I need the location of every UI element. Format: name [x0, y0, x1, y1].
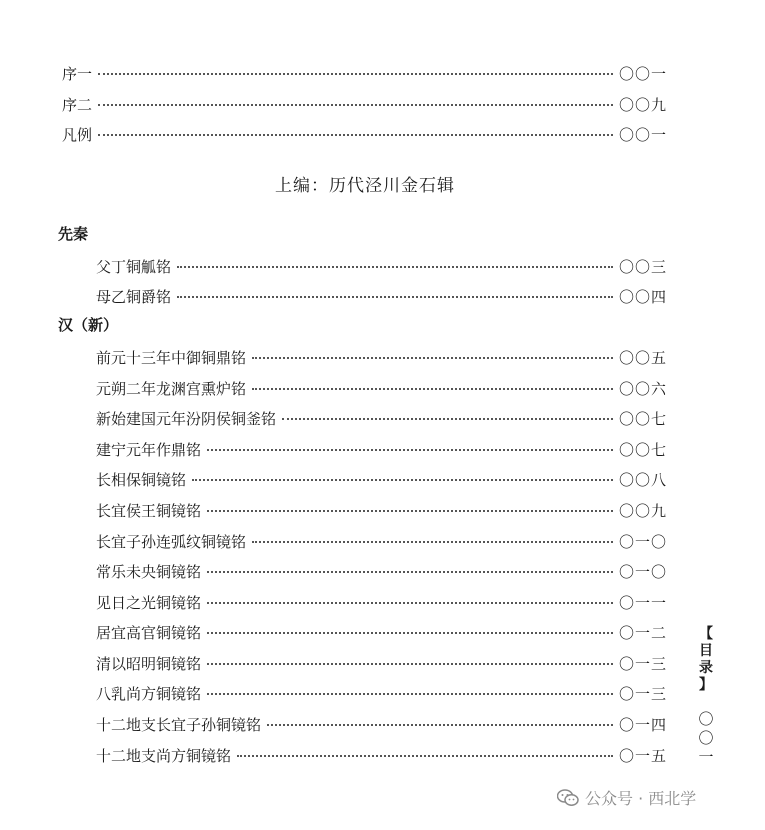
entry-title: 见日之光铜镜铭: [96, 593, 202, 612]
toc-entry[interactable]: [96, 498, 667, 522]
dot-leader: [252, 357, 613, 359]
entry-page: 〇〇九: [618, 95, 667, 114]
entry-page: 〇〇七: [618, 409, 667, 428]
dot-leader: [207, 449, 613, 451]
dot-leader: [192, 479, 613, 481]
dot-leader: [207, 510, 613, 512]
dot-leader: [207, 693, 613, 695]
entry-page: 〇〇八: [618, 470, 667, 489]
wechat-icon: [557, 789, 579, 807]
entry-title: 居宜高官铜镜铭: [96, 623, 202, 642]
toc-entry[interactable]: [96, 590, 667, 614]
entry-title: 建宁元年作鼎铭: [96, 440, 202, 459]
toc-entry[interactable]: [62, 92, 667, 116]
toc-entry[interactable]: [96, 284, 667, 308]
entry-page: 〇〇一: [618, 64, 667, 83]
entry-page: 〇〇四: [618, 287, 667, 306]
toc-entry[interactable]: [62, 61, 667, 85]
entry-page: 〇一四: [618, 715, 667, 734]
section-heading: 先秦: [58, 225, 89, 243]
entry-title: 母乙铜爵铭: [96, 287, 172, 306]
entry-page: 〇一〇: [618, 562, 667, 581]
entry-page: 〇〇五: [618, 348, 667, 367]
entry-title: 长宜子孙连弧纹铜镜铭: [96, 532, 247, 551]
toc-entry[interactable]: [96, 345, 667, 369]
dot-leader: [177, 296, 613, 298]
dot-leader: [98, 104, 613, 106]
dot-leader: [252, 388, 613, 390]
watermark-text: 公众号 · 西北学: [585, 789, 697, 808]
entry-title: 八乳尚方铜镜铭: [96, 684, 202, 703]
toc-entry[interactable]: [96, 743, 667, 767]
entry-page: 〇一三: [618, 654, 667, 673]
entry-title: 父丁铜觚铭: [96, 257, 172, 276]
entry-title: 前元十三年中御铜鼎铭: [96, 348, 247, 367]
toc-entry[interactable]: [62, 122, 667, 146]
toc-entry[interactable]: [96, 467, 667, 491]
entry-title: 清以昭明铜镜铭: [96, 654, 202, 673]
entry-page: 〇〇九: [618, 501, 667, 520]
part-title: 上编：历代泾川金石辑: [275, 176, 455, 196]
entry-title: 十二地支长宜子孙铜镜铭: [96, 715, 262, 734]
entry-page: 〇一五: [618, 746, 667, 765]
dot-leader: [207, 571, 613, 573]
dot-leader: [282, 418, 613, 420]
side-label-char: 目: [699, 643, 713, 659]
dot-leader: [177, 266, 613, 268]
entry-title: 凡例: [62, 125, 93, 144]
page-number-char: 〇: [698, 710, 714, 728]
dot-leader: [98, 73, 613, 75]
side-label-char: 【: [699, 626, 713, 642]
entry-title: 常乐未央铜镜铭: [96, 562, 202, 581]
entry-title: 长相保铜镜铭: [96, 470, 187, 489]
dot-leader: [207, 663, 613, 665]
entry-page: 〇一二: [618, 623, 667, 642]
page-number: [694, 710, 718, 767]
side-label-char: 录: [699, 660, 713, 676]
toc-entry[interactable]: [96, 712, 667, 736]
dot-leader: [267, 724, 613, 726]
dot-leader: [207, 602, 613, 604]
entry-title: 长宜侯王铜镜铭: [96, 501, 202, 520]
entry-title: 十二地支尚方铜镜铭: [96, 746, 232, 765]
side-label-char: 】: [699, 677, 713, 693]
entry-page: 〇〇一: [618, 125, 667, 144]
toc-entry[interactable]: [96, 254, 667, 278]
toc-entry[interactable]: [96, 620, 667, 644]
entry-title: 序二: [62, 95, 93, 114]
entry-page: 〇〇七: [618, 440, 667, 459]
entry-title: 元朔二年龙渊宫熏炉铭: [96, 379, 247, 398]
page-number-char: 一: [698, 748, 714, 766]
dot-leader: [98, 134, 613, 136]
toc-entry[interactable]: [96, 406, 667, 430]
dot-leader: [207, 632, 613, 634]
dot-leader: [237, 755, 613, 757]
entry-page: 〇一三: [618, 684, 667, 703]
toc-entry[interactable]: [96, 681, 667, 705]
entry-page: 〇〇三: [618, 257, 667, 276]
toc-entry[interactable]: [96, 559, 667, 583]
entry-page: 〇〇六: [618, 379, 667, 398]
entry-title: 序一: [62, 64, 93, 83]
toc-entry[interactable]: [96, 437, 667, 461]
toc-entry[interactable]: [96, 529, 667, 553]
section-heading: 汉（新）: [58, 316, 119, 334]
side-section-label: [694, 626, 718, 694]
toc-entry[interactable]: [96, 376, 667, 400]
page-number-char: 〇: [698, 729, 714, 747]
entry-page: 〇一〇: [618, 532, 667, 551]
watermark: [557, 786, 696, 809]
entry-page: 〇一一: [618, 593, 667, 612]
toc-entry[interactable]: [96, 651, 667, 675]
dot-leader: [252, 541, 613, 543]
entry-title: 新始建国元年汾阴侯铜釜铭: [96, 409, 277, 428]
